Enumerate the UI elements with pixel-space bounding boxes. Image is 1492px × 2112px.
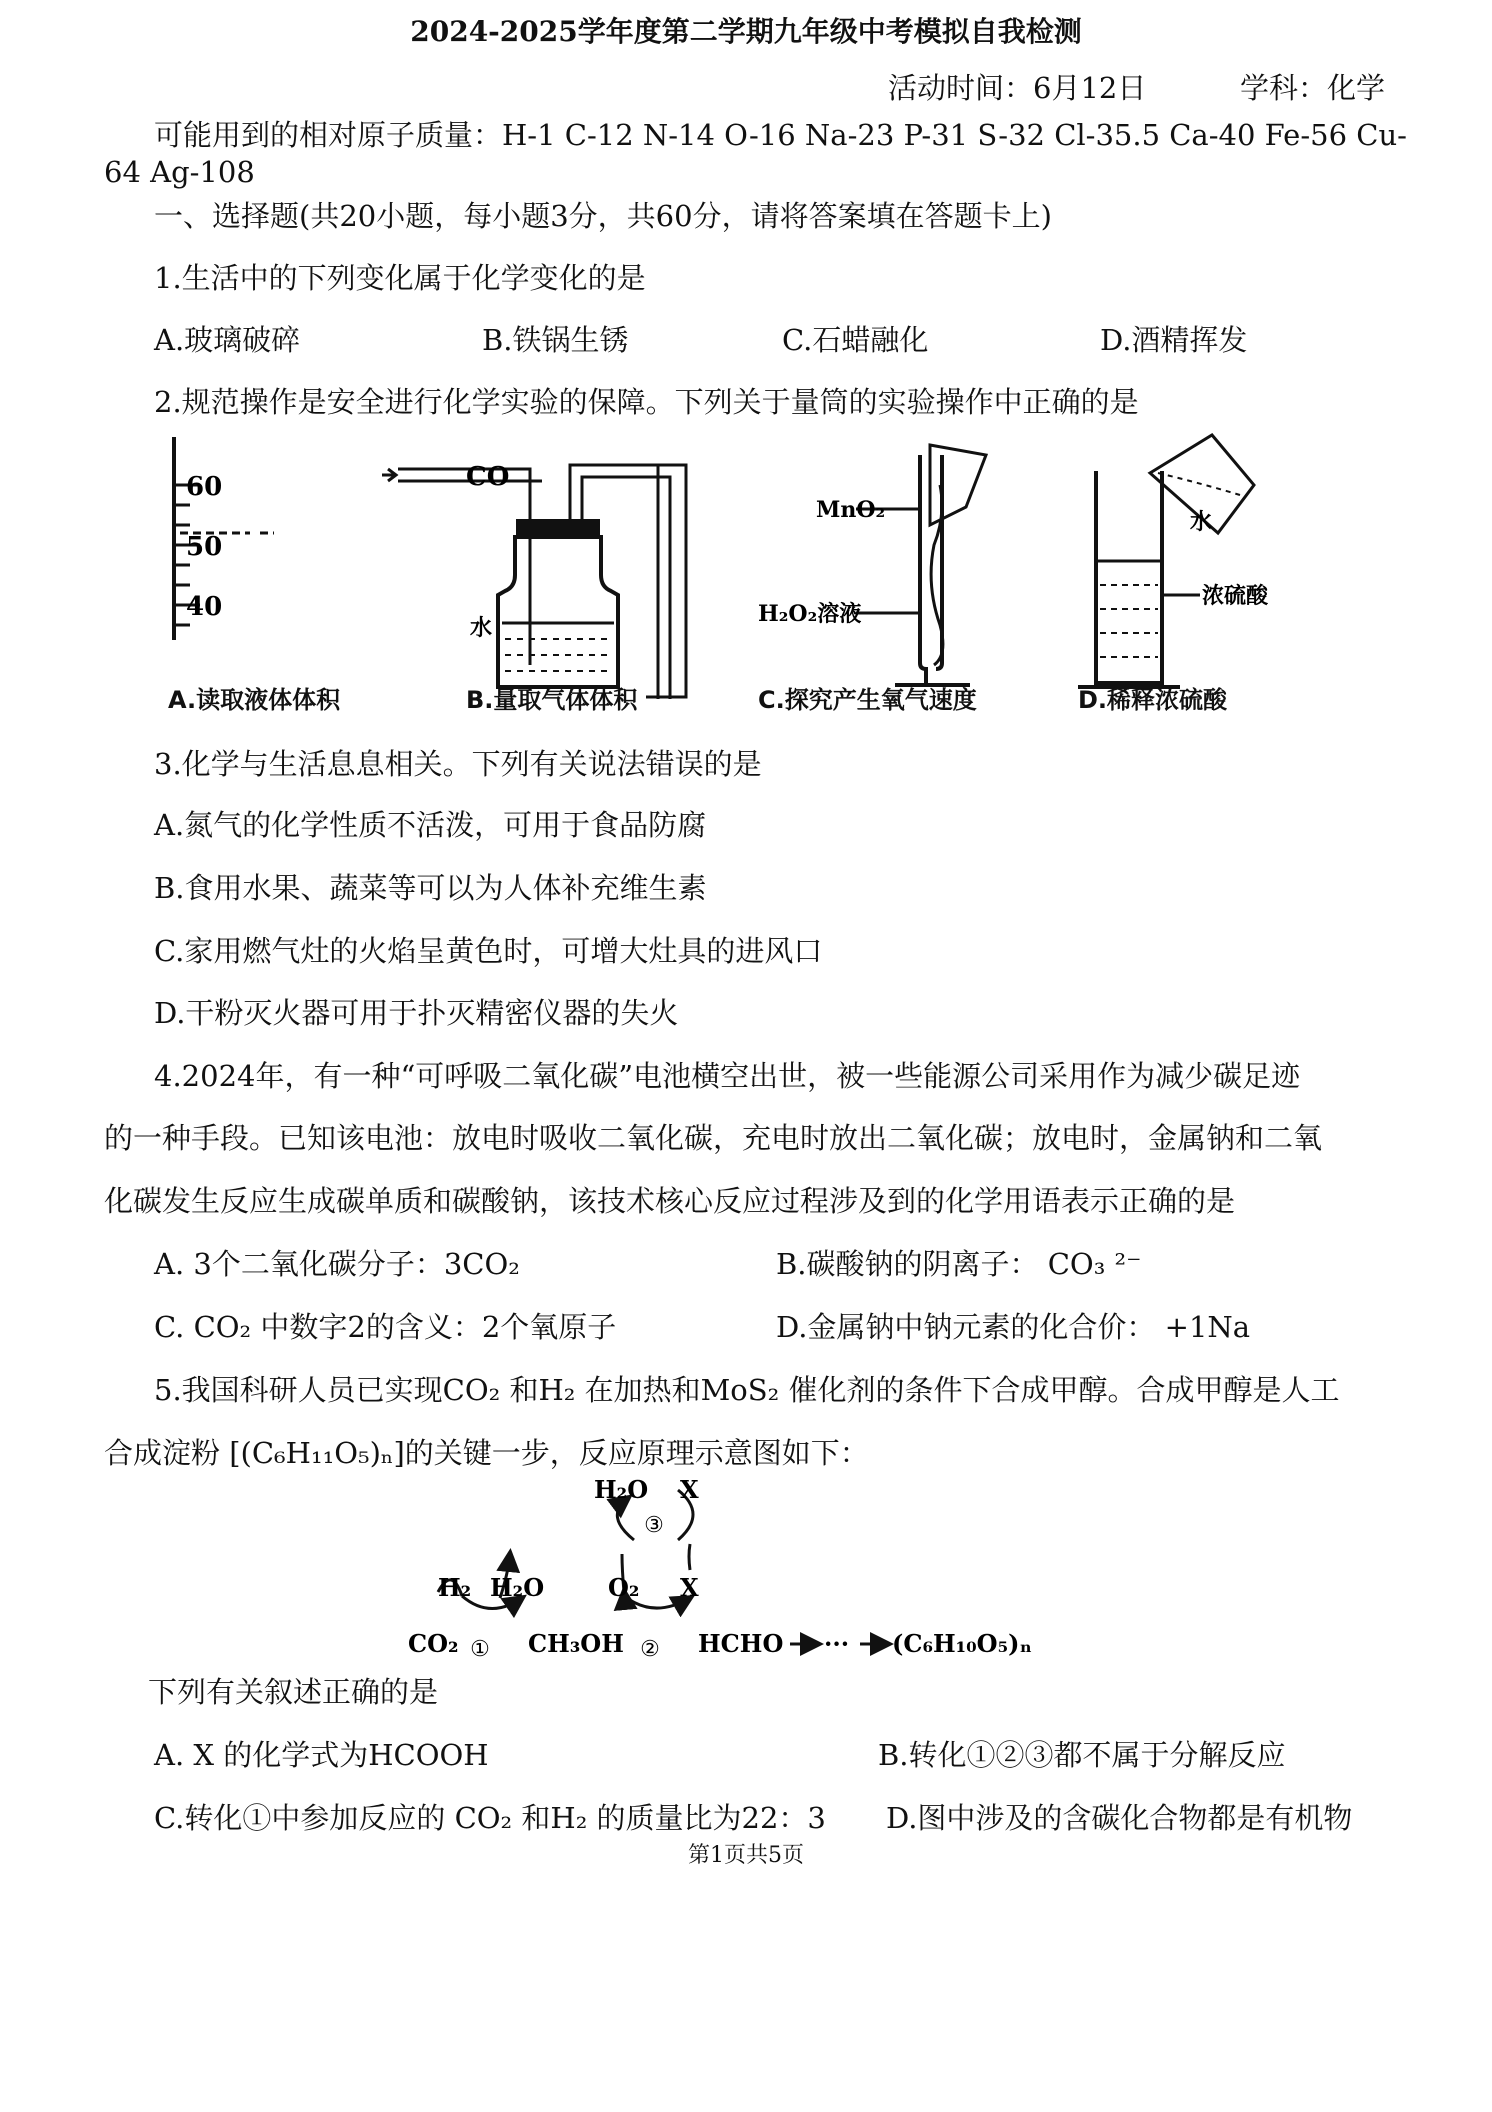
- figure-d-caption: D.稀释浓硫酸: [1078, 686, 1228, 714]
- figure-c-apparatus: [856, 445, 986, 685]
- q4-option-b: B.碳酸钠的阴离子： CO₃ ²⁻: [776, 1247, 1142, 1281]
- figure-d-water-label: 水: [1190, 509, 1213, 535]
- x-label-1: X: [680, 1573, 699, 1602]
- q1-option-b: B.铁锅生锈: [482, 323, 629, 357]
- q3-option-c: C.家用燃气灶的火焰呈黄色时，可增大灶具的进风口: [154, 934, 823, 968]
- activity-time: 活动时间：6月12日: [888, 71, 1147, 105]
- h2-label: H₂: [438, 1573, 472, 1602]
- q4-option-c: C. CO₂ 中数字2的含义：2个氧原子: [154, 1310, 617, 1344]
- figure-b-apparatus: [382, 465, 686, 699]
- q4-option-a: A. 3个二氧化碳分子：3CO₂: [154, 1247, 520, 1281]
- q5-option-b: B.转化①②③都不属于分解反应: [878, 1738, 1286, 1772]
- step-3-label: ③: [644, 1513, 664, 1538]
- h2o-label-1: H₂O: [490, 1573, 545, 1602]
- figure-c-caption: C.探究产生氧气速度: [758, 686, 977, 714]
- section-heading: 一、选择题(共20小题，每小题3分，共60分，请将答案填在答题卡上): [154, 199, 1052, 233]
- q5-option-d: D.图中涉及的含碳化合物都是有机物: [886, 1801, 1353, 1835]
- q1-option-a: A.玻璃破碎: [154, 323, 301, 357]
- o2-label: O₂: [608, 1573, 640, 1602]
- q5-option-a: A. X 的化学式为HCOOH: [154, 1738, 489, 1772]
- q4-line2: 的一种手段。已知该电池：放电时吸收二氧化碳，充电时放出二氧化碳；放电时，金属钠和二氧: [104, 1121, 1323, 1155]
- x-label-2: X: [680, 1475, 699, 1504]
- q3-option-b: B.食用水果、蔬菜等可以为人体补充维生素: [154, 871, 707, 905]
- atomic-masses-line1: 可能用到的相对原子质量：H-1 C-12 N-14 O-16 Na-23 P-31 S-32 Cl-35.5 Ca-40 Fe-56 Cu-: [154, 118, 1407, 152]
- figure-a-tick-50: 50: [186, 532, 223, 562]
- q5-line2: 合成淀粉 [(C₆H₁₁O₅)ₙ]的关键一步，反应原理示意图如下：: [104, 1436, 869, 1470]
- ellipsis-label: ···: [824, 1629, 850, 1658]
- figure-d-acid-label: 浓硫酸: [1202, 583, 1269, 609]
- figure-c-mno2-label: MnO₂: [816, 497, 886, 523]
- co2-label: CO₂: [408, 1629, 459, 1658]
- q3-stem: 3.化学与生活息息相关。下列有关说法错误的是: [154, 747, 762, 781]
- figure-d-apparatus: [1078, 435, 1254, 687]
- q5-line1: 5.我国科研人员已实现CO₂ 和H₂ 在加热和MoS₂ 催化剂的条件下合成甲醇。合成甲醇是人工: [154, 1373, 1340, 1407]
- atomic-masses-line2: 64 Ag-108: [104, 155, 255, 189]
- q4-line3: 化碳发生反应生成碳单质和碳酸钠，该技术核心反应过程涉及到的化学用语表示正确的是: [104, 1184, 1236, 1218]
- q1-option-c: C.石蜡融化: [782, 323, 929, 357]
- q3-option-d: D.干粉灭火器可用于扑灭精密仪器的失火: [154, 996, 679, 1030]
- exam-title: 2024-2025学年度第二学期九年级中考模拟自我检测: [410, 15, 1082, 48]
- q1-option-d: D.酒精挥发: [1100, 323, 1248, 357]
- q5-option-c: C.转化①中参加反应的 CO₂ 和H₂ 的质量比为22：3: [154, 1801, 826, 1835]
- q2-stem: 2.规范操作是安全进行化学实验的保障。下列关于量筒的实验操作中正确的是: [154, 385, 1139, 419]
- starch-label: (C₆H₁₀O₅)ₙ: [892, 1629, 1032, 1658]
- figure-c-solution-label: H₂O₂溶液: [758, 601, 862, 627]
- q3-option-a: A.氮气的化学性质不活泼，可用于食品防腐: [154, 808, 707, 842]
- figure-b-gas-label: CO: [466, 462, 510, 492]
- step-1-label: ①: [470, 1637, 490, 1662]
- ch3oh-label: CH₃OH: [528, 1629, 624, 1658]
- page-footer: 第1页共5页: [688, 1843, 804, 1868]
- figure-b-water-label: 水: [470, 615, 493, 641]
- figure-a-tick-40: 40: [186, 592, 223, 622]
- step-2-label: ②: [640, 1637, 660, 1662]
- hcho-label: HCHO: [698, 1629, 784, 1658]
- reaction-diagram: [390, 1470, 1090, 1670]
- q5-prompt: 下列有关叙述正确的是: [148, 1675, 439, 1709]
- h2o-label-2: H₂O: [594, 1475, 649, 1504]
- figure-a-caption: A.读取液体体积: [168, 686, 341, 714]
- figure-a-tick-60: 60: [186, 472, 223, 502]
- figure-b-caption: B.量取气体体积: [466, 686, 638, 714]
- q4-option-d: D.金属钠中钠元素的化合价： +1Na: [776, 1310, 1251, 1344]
- q4-line1: 4.2024年，有一种“可呼吸二氧化碳”电池横空出世，被一些能源公司采用作为减少碳足迹: [154, 1059, 1301, 1093]
- subject-label: 学科：化学: [1240, 71, 1386, 105]
- q1-stem: 1.生活中的下列变化属于化学变化的是: [154, 261, 646, 295]
